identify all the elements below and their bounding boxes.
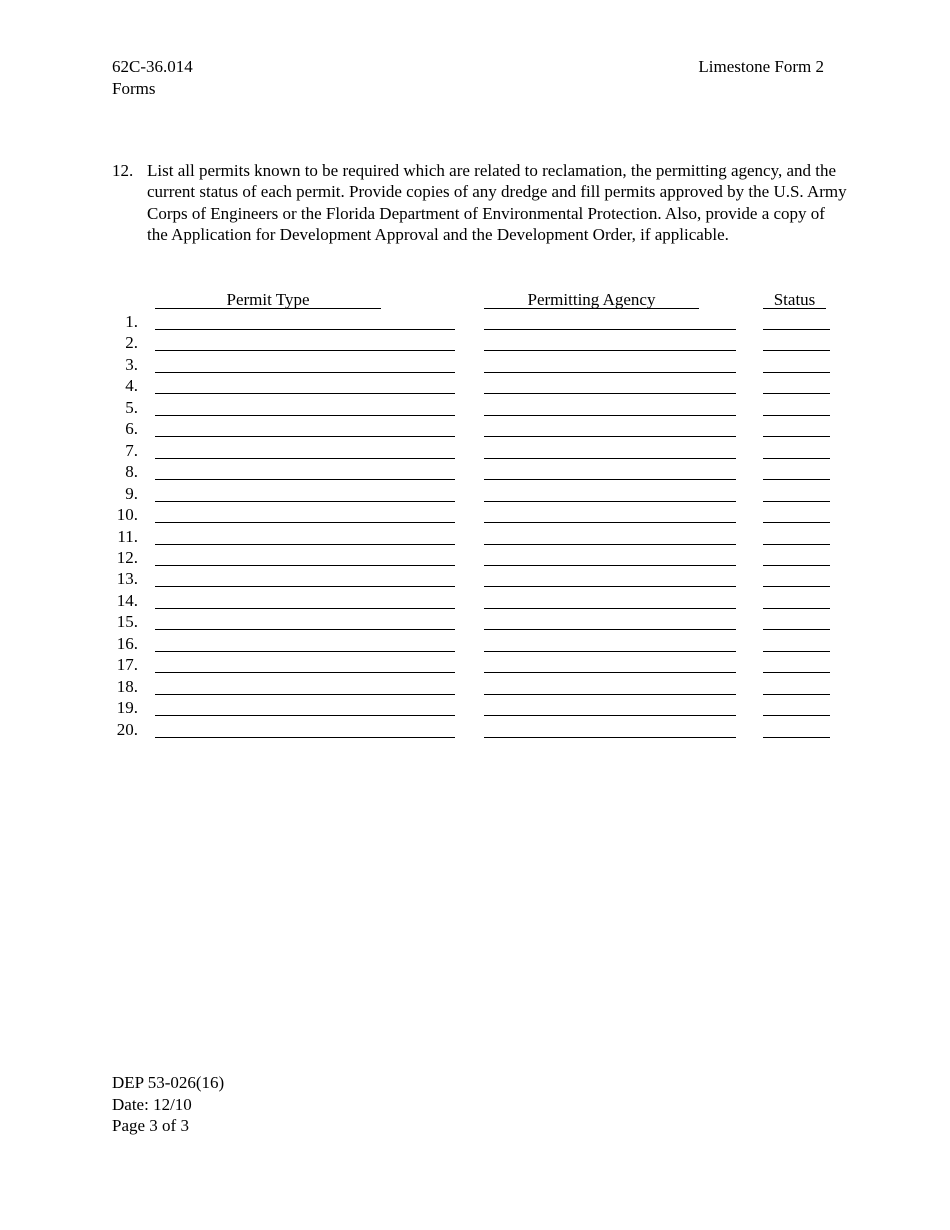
permitting-agency-field[interactable] (484, 393, 736, 394)
instruction-text: List all permits known to be required which are related to reclamation, the permitting agency, and the current status of each permit. Provide copies of any dredge and fill permits approved by the U.S. Army Corps of Engineers or the Florida Department of Environmental Protection. Also, provide a copy of the Application for Development Approval and the Development Order, if applicable. (147, 161, 847, 245)
table-row (0, 633, 950, 654)
permitting-agency-field[interactable] (484, 737, 736, 738)
permit-type-field[interactable] (155, 436, 455, 437)
row-number: 2. (125, 333, 138, 353)
table-row (0, 461, 950, 482)
row-number: 7. (125, 440, 138, 460)
column-header-permit-type (155, 290, 381, 310)
row-number: 20. (116, 719, 138, 739)
permit-type-field[interactable] (155, 393, 455, 394)
row-number: 5. (125, 397, 138, 417)
permitting-agency-field[interactable] (484, 329, 736, 330)
table-row (0, 354, 950, 375)
permit-type-field[interactable] (155, 586, 455, 587)
table-row (0, 547, 950, 568)
header-left (112, 56, 193, 100)
row-number: 15. (116, 612, 138, 632)
status-field[interactable] (763, 372, 830, 373)
instruction-number: 12. (112, 161, 134, 180)
table-row (0, 504, 950, 525)
permitting-agency-label: Permitting Agency (527, 290, 656, 309)
status-field[interactable] (763, 672, 830, 673)
form-date: Date: 12/10 (112, 1094, 192, 1114)
permitting-agency-field[interactable] (484, 586, 736, 587)
page-number: Page 3 of 3 (112, 1116, 189, 1135)
permitting-agency-field[interactable] (484, 715, 736, 716)
row-number: 4. (125, 376, 138, 396)
table-row (0, 526, 950, 547)
status-field[interactable] (763, 694, 830, 695)
form-number: DEP 53-026(16) (112, 1073, 225, 1092)
permit-type-underline (155, 308, 381, 309)
permit-type-field[interactable] (155, 329, 455, 330)
status-field[interactable] (763, 415, 830, 416)
status-field[interactable] (763, 436, 830, 437)
table-row (0, 418, 950, 439)
column-header-permitting-agency (484, 290, 699, 310)
status-field[interactable] (763, 629, 830, 630)
rule-number: 62C-36.014 (112, 57, 193, 76)
row-number: 9. (125, 483, 138, 503)
row-number: 13. (116, 569, 138, 589)
permitting-agency-field[interactable] (484, 522, 736, 523)
permitting-agency-field[interactable] (484, 672, 736, 673)
table-row (0, 697, 950, 718)
status-field[interactable] (763, 715, 830, 716)
table-row (0, 676, 950, 697)
row-number: 10. (116, 505, 138, 525)
permit-type-field[interactable] (155, 522, 455, 523)
permitting-agency-underline (484, 308, 699, 309)
permitting-agency-field[interactable] (484, 415, 736, 416)
permit-type-field[interactable] (155, 501, 455, 502)
permitting-agency-field[interactable] (484, 479, 736, 480)
status-field[interactable] (763, 350, 830, 351)
permitting-agency-field[interactable] (484, 565, 736, 566)
status-label: Status (773, 290, 816, 309)
permitting-agency-field[interactable] (484, 372, 736, 373)
form-name: Limestone Form 2 (698, 57, 824, 76)
status-field[interactable] (763, 586, 830, 587)
permit-type-field[interactable] (155, 608, 455, 609)
row-number: 14. (116, 590, 138, 610)
permit-type-field[interactable] (155, 629, 455, 630)
status-field[interactable] (763, 393, 830, 394)
permitting-agency-field[interactable] (484, 350, 736, 351)
table-row (0, 654, 950, 675)
permit-type-field[interactable] (155, 694, 455, 695)
row-number: 6. (125, 419, 138, 439)
table-row (0, 311, 950, 332)
permitting-agency-field[interactable] (484, 629, 736, 630)
column-header-status (763, 290, 826, 310)
table-row (0, 397, 950, 418)
status-field[interactable] (763, 458, 830, 459)
table-row (0, 440, 950, 461)
permitting-agency-field[interactable] (484, 436, 736, 437)
status-field[interactable] (763, 329, 830, 330)
permit-type-field[interactable] (155, 350, 455, 351)
table-row (0, 332, 950, 353)
permit-type-field[interactable] (155, 479, 455, 480)
permitting-agency-field[interactable] (484, 501, 736, 502)
status-underline (763, 308, 826, 309)
status-field[interactable] (763, 608, 830, 609)
permit-type-label: Permit Type (226, 290, 310, 309)
permit-type-field[interactable] (155, 672, 455, 673)
rule-label: Forms (112, 79, 156, 98)
permitting-agency-field[interactable] (484, 544, 736, 545)
permit-type-field[interactable] (155, 372, 455, 373)
status-field[interactable] (763, 651, 830, 652)
permit-type-field[interactable] (155, 458, 455, 459)
permit-type-field[interactable] (155, 715, 455, 716)
row-number: 19. (116, 698, 138, 718)
table-row (0, 375, 950, 396)
permit-type-field[interactable] (155, 737, 455, 738)
row-number: 17. (116, 655, 138, 675)
row-number: 8. (125, 462, 138, 482)
footer (112, 1072, 224, 1137)
row-number: 16. (116, 633, 138, 653)
permitting-agency-field[interactable] (484, 458, 736, 459)
permitting-agency-field[interactable] (484, 651, 736, 652)
row-number: 11. (117, 526, 138, 546)
status-field[interactable] (763, 737, 830, 738)
row-number: 12. (116, 547, 138, 567)
table-row (0, 611, 950, 632)
status-field[interactable] (763, 522, 830, 523)
permit-type-field[interactable] (155, 544, 455, 545)
row-number: 1. (125, 312, 138, 331)
permitting-agency-field[interactable] (484, 608, 736, 609)
permit-type-field[interactable] (155, 651, 455, 652)
permitting-agency-field[interactable] (484, 694, 736, 695)
table-row (0, 483, 950, 504)
status-field[interactable] (763, 479, 830, 480)
table-row (0, 568, 950, 589)
permit-type-field[interactable] (155, 415, 455, 416)
table-row (0, 590, 950, 611)
status-field[interactable] (763, 565, 830, 566)
row-number: 18. (116, 676, 138, 696)
permit-type-field[interactable] (155, 565, 455, 566)
status-field[interactable] (763, 544, 830, 545)
status-field[interactable] (763, 501, 830, 502)
table-row (0, 719, 950, 740)
row-number: 3. (125, 354, 138, 374)
